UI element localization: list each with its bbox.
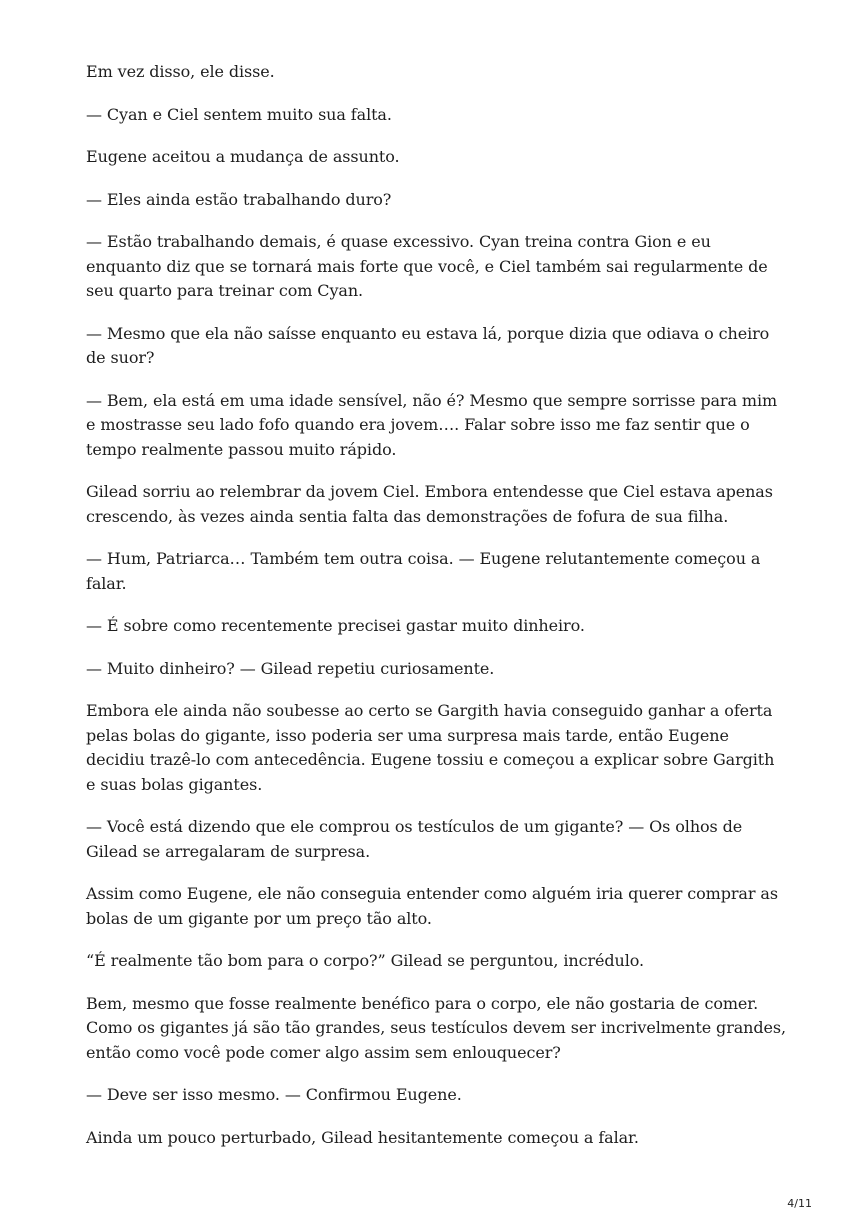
paragraph: Ainda um pouco perturbado, Gilead hesitantemente começou a falar. (86, 1127, 639, 1147)
paragraph: “É realmente tão bom para o corpo?” Gilead se perguntou, incrédulo. (86, 951, 644, 970)
paragraph: — Muito dinheiro? — Gilead repetiu curiosamente. (86, 658, 495, 678)
paragraph: — Hum, Patriarca… Também tem outra coisa. — Eugene relutantemente começou a falar. (86, 549, 761, 593)
page-number: 4/11 (787, 1197, 812, 1210)
paragraph: — Bem, ela está em uma idade sensível, não é? Mesmo que sempre sorrisse para mim e mostrasse seu lado fofo quando era jovem…. Falar sobre isso me faz sentir que o tempo realmente passou muito rápido. (86, 390, 778, 459)
paragraph: Gilead sorriu ao relembrar da jovem Ciel. Embora entendesse que Ciel estava apenas crescendo, às vezes ainda sentia falta das demonstrações de fofura de sua filha. (86, 482, 773, 526)
paragraph: — Cyan e Ciel sentem muito sua falta. (86, 104, 392, 124)
paragraph: — É sobre como recentemente precisei gastar muito dinheiro. (86, 616, 585, 635)
paragraph: Assim como Eugene, ele não conseguia entender como alguém iria querer comprar as bolas de um gigante por um preço tão alto. (86, 884, 778, 928)
paragraph: — Estão trabalhando demais, é quase excessivo. Cyan treina contra Gion e eu enquanto diz que se tornará mais forte que você, e Ciel também sai regularmente de seu quarto para treinar com Cyan. (86, 232, 768, 300)
document-body (86, 60, 786, 1168)
paragraph: Eugene aceitou a mudança de assunto. (86, 147, 400, 166)
paragraph: — Deve ser isso mesmo. — Confirmou Eugene. (86, 1085, 462, 1104)
paragraph: Bem, mesmo que fosse realmente benéfico para o corpo, ele não gostaria de comer. Como os gigantes já são tão grandes, seus testículos devem ser incrivelmente grandes, então como você pode comer algo assim sem enlouquecer? (86, 993, 786, 1062)
paragraph: Embora ele ainda não soubesse ao certo se Gargith havia conseguido ganhar a oferta pelas bolas do gigante, isso poderia ser uma surpresa mais tarde, então Eugene decidiu trazê-lo com antecedência. Eugene tossiu e começou a explicar sobre Gargith e suas bolas gigantes. (86, 701, 775, 794)
paragraph: — Você está dizendo que ele comprou os testículos de um gigante? — Os olhos de Gilead se arregalaram de surpresa. (86, 817, 743, 861)
paragraph: — Eles ainda estão trabalhando duro? (86, 189, 392, 209)
paragraph: — Mesmo que ela não saísse enquanto eu estava lá, porque dizia que odiava o cheiro de suor? (86, 323, 770, 367)
paragraph: Em vez disso, ele disse. (86, 62, 275, 81)
